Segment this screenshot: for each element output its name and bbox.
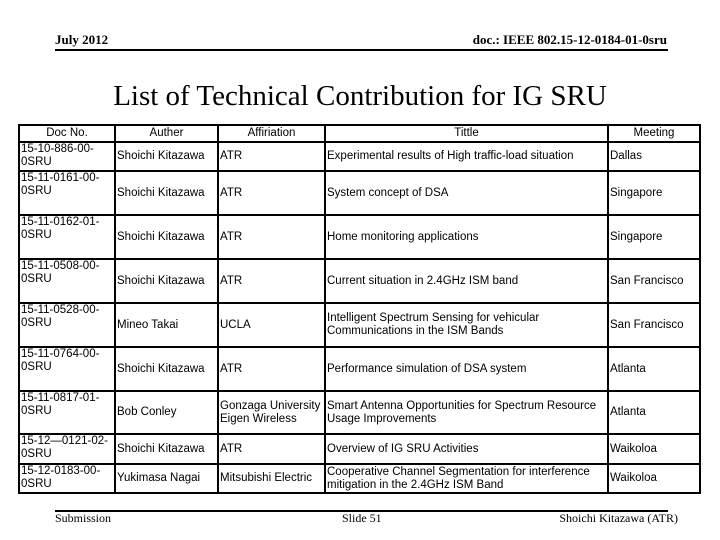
column-header-meeting: Meeting <box>608 125 700 142</box>
header-divider <box>55 49 668 51</box>
cell-doc-number: 15-11-0764-00-0SRU <box>19 347 115 391</box>
cell-meeting: Atlanta <box>608 391 700 434</box>
column-header-affiliation: Affiriation <box>218 125 325 142</box>
cell-doc-number: 15-10-886-00-0SRU <box>19 142 115 171</box>
header-doc-id: doc.: IEEE 802.15-12-0184-01-0sru <box>472 32 667 47</box>
cell-title: Smart Antenna Opportunities for Spectrum Resource Usage Improvements <box>325 391 608 434</box>
footer-submission: Submission <box>55 511 112 525</box>
table-row <box>19 464 700 493</box>
cell-affiliation: ATR <box>218 215 325 259</box>
cell-author: Shoichi Kitazawa <box>115 171 218 215</box>
cell-author: Shoichi Kitazawa <box>115 259 218 303</box>
cell-affiliation: ATR <box>218 171 325 215</box>
cell-author: Shoichi Kitazawa <box>115 347 218 391</box>
table-row <box>19 142 700 171</box>
cell-affiliation: ATR <box>218 434 325 464</box>
cell-meeting: Atlanta <box>608 347 700 391</box>
cell-affiliation: Gonzaga University Eigen Wireless <box>218 391 325 434</box>
column-header-author: Auther <box>115 125 218 142</box>
column-header-title: Tittle <box>325 125 608 142</box>
slide-title: List of Technical Contribution for IG SRU <box>113 80 607 112</box>
cell-title: Intelligent Spectrum Sensing for vehicular Communications in the ISM Bands <box>325 303 608 347</box>
cell-meeting: Dallas <box>608 142 700 171</box>
cell-author: Mineo Takai <box>115 303 218 347</box>
table-row <box>19 347 700 391</box>
table-row <box>19 303 700 347</box>
cell-title: Overview of IG SRU Activities <box>325 434 608 464</box>
cell-author: Shoichi Kitazawa <box>115 215 218 259</box>
table-row <box>19 171 700 215</box>
header-date: July 2012 <box>55 32 109 47</box>
cell-doc-number: 15-12—0121-02-0SRU <box>19 434 115 464</box>
cell-doc-number: 15-11-0508-00-0SRU <box>19 259 115 303</box>
cell-affiliation: ATR <box>218 259 325 303</box>
cell-affiliation: ATR <box>218 347 325 391</box>
cell-title: System concept of DSA <box>325 171 608 215</box>
cell-doc-number: 15-11-0817-01-0SRU <box>19 391 115 434</box>
table-row <box>19 215 700 259</box>
cell-meeting: Waikoloa <box>608 464 700 493</box>
contributions-table <box>18 124 701 494</box>
cell-doc-number: 15-11-0162-01-0SRU <box>19 215 115 259</box>
cell-title: Performance simulation of DSA system <box>325 347 608 391</box>
cell-meeting: Waikoloa <box>608 434 700 464</box>
cell-author: Yukimasa Nagai <box>115 464 218 493</box>
footer-author: Shoichi Kitazawa (ATR) <box>559 511 678 525</box>
column-header-doc-no: Doc No. <box>19 125 115 142</box>
cell-affiliation: Mitsubishi Electric <box>218 464 325 493</box>
cell-affiliation: ATR <box>218 142 325 171</box>
table-row <box>19 391 700 434</box>
cell-meeting: San Francisco <box>608 259 700 303</box>
cell-author: Shoichi Kitazawa <box>115 434 218 464</box>
table-row <box>19 259 700 303</box>
cell-meeting: Singapore <box>608 171 700 215</box>
cell-title: Cooperative Channel Segmentation for interference mitigation in the 2.4GHz ISM Band <box>325 464 608 493</box>
cell-title: Current situation in 2.4GHz ISM band <box>325 259 608 303</box>
cell-doc-number: 15-12-0183-00-0SRU <box>19 464 115 493</box>
cell-title: Home monitoring applications <box>325 215 608 259</box>
cell-doc-number: 15-11-0528-00-0SRU <box>19 303 115 347</box>
cell-doc-number: 15-11-0161-00-0SRU <box>19 171 115 215</box>
table-header-row <box>19 125 700 142</box>
footer-slide-number: Slide 51 <box>342 511 382 525</box>
cell-author: Bob Conley <box>115 391 218 434</box>
cell-title: Experimental results of High traffic-load situation <box>325 142 608 171</box>
cell-meeting: San Francisco <box>608 303 700 347</box>
cell-meeting: Singapore <box>608 215 700 259</box>
cell-affiliation: UCLA <box>218 303 325 347</box>
table-row <box>19 434 700 464</box>
cell-author: Shoichi Kitazawa <box>115 142 218 171</box>
